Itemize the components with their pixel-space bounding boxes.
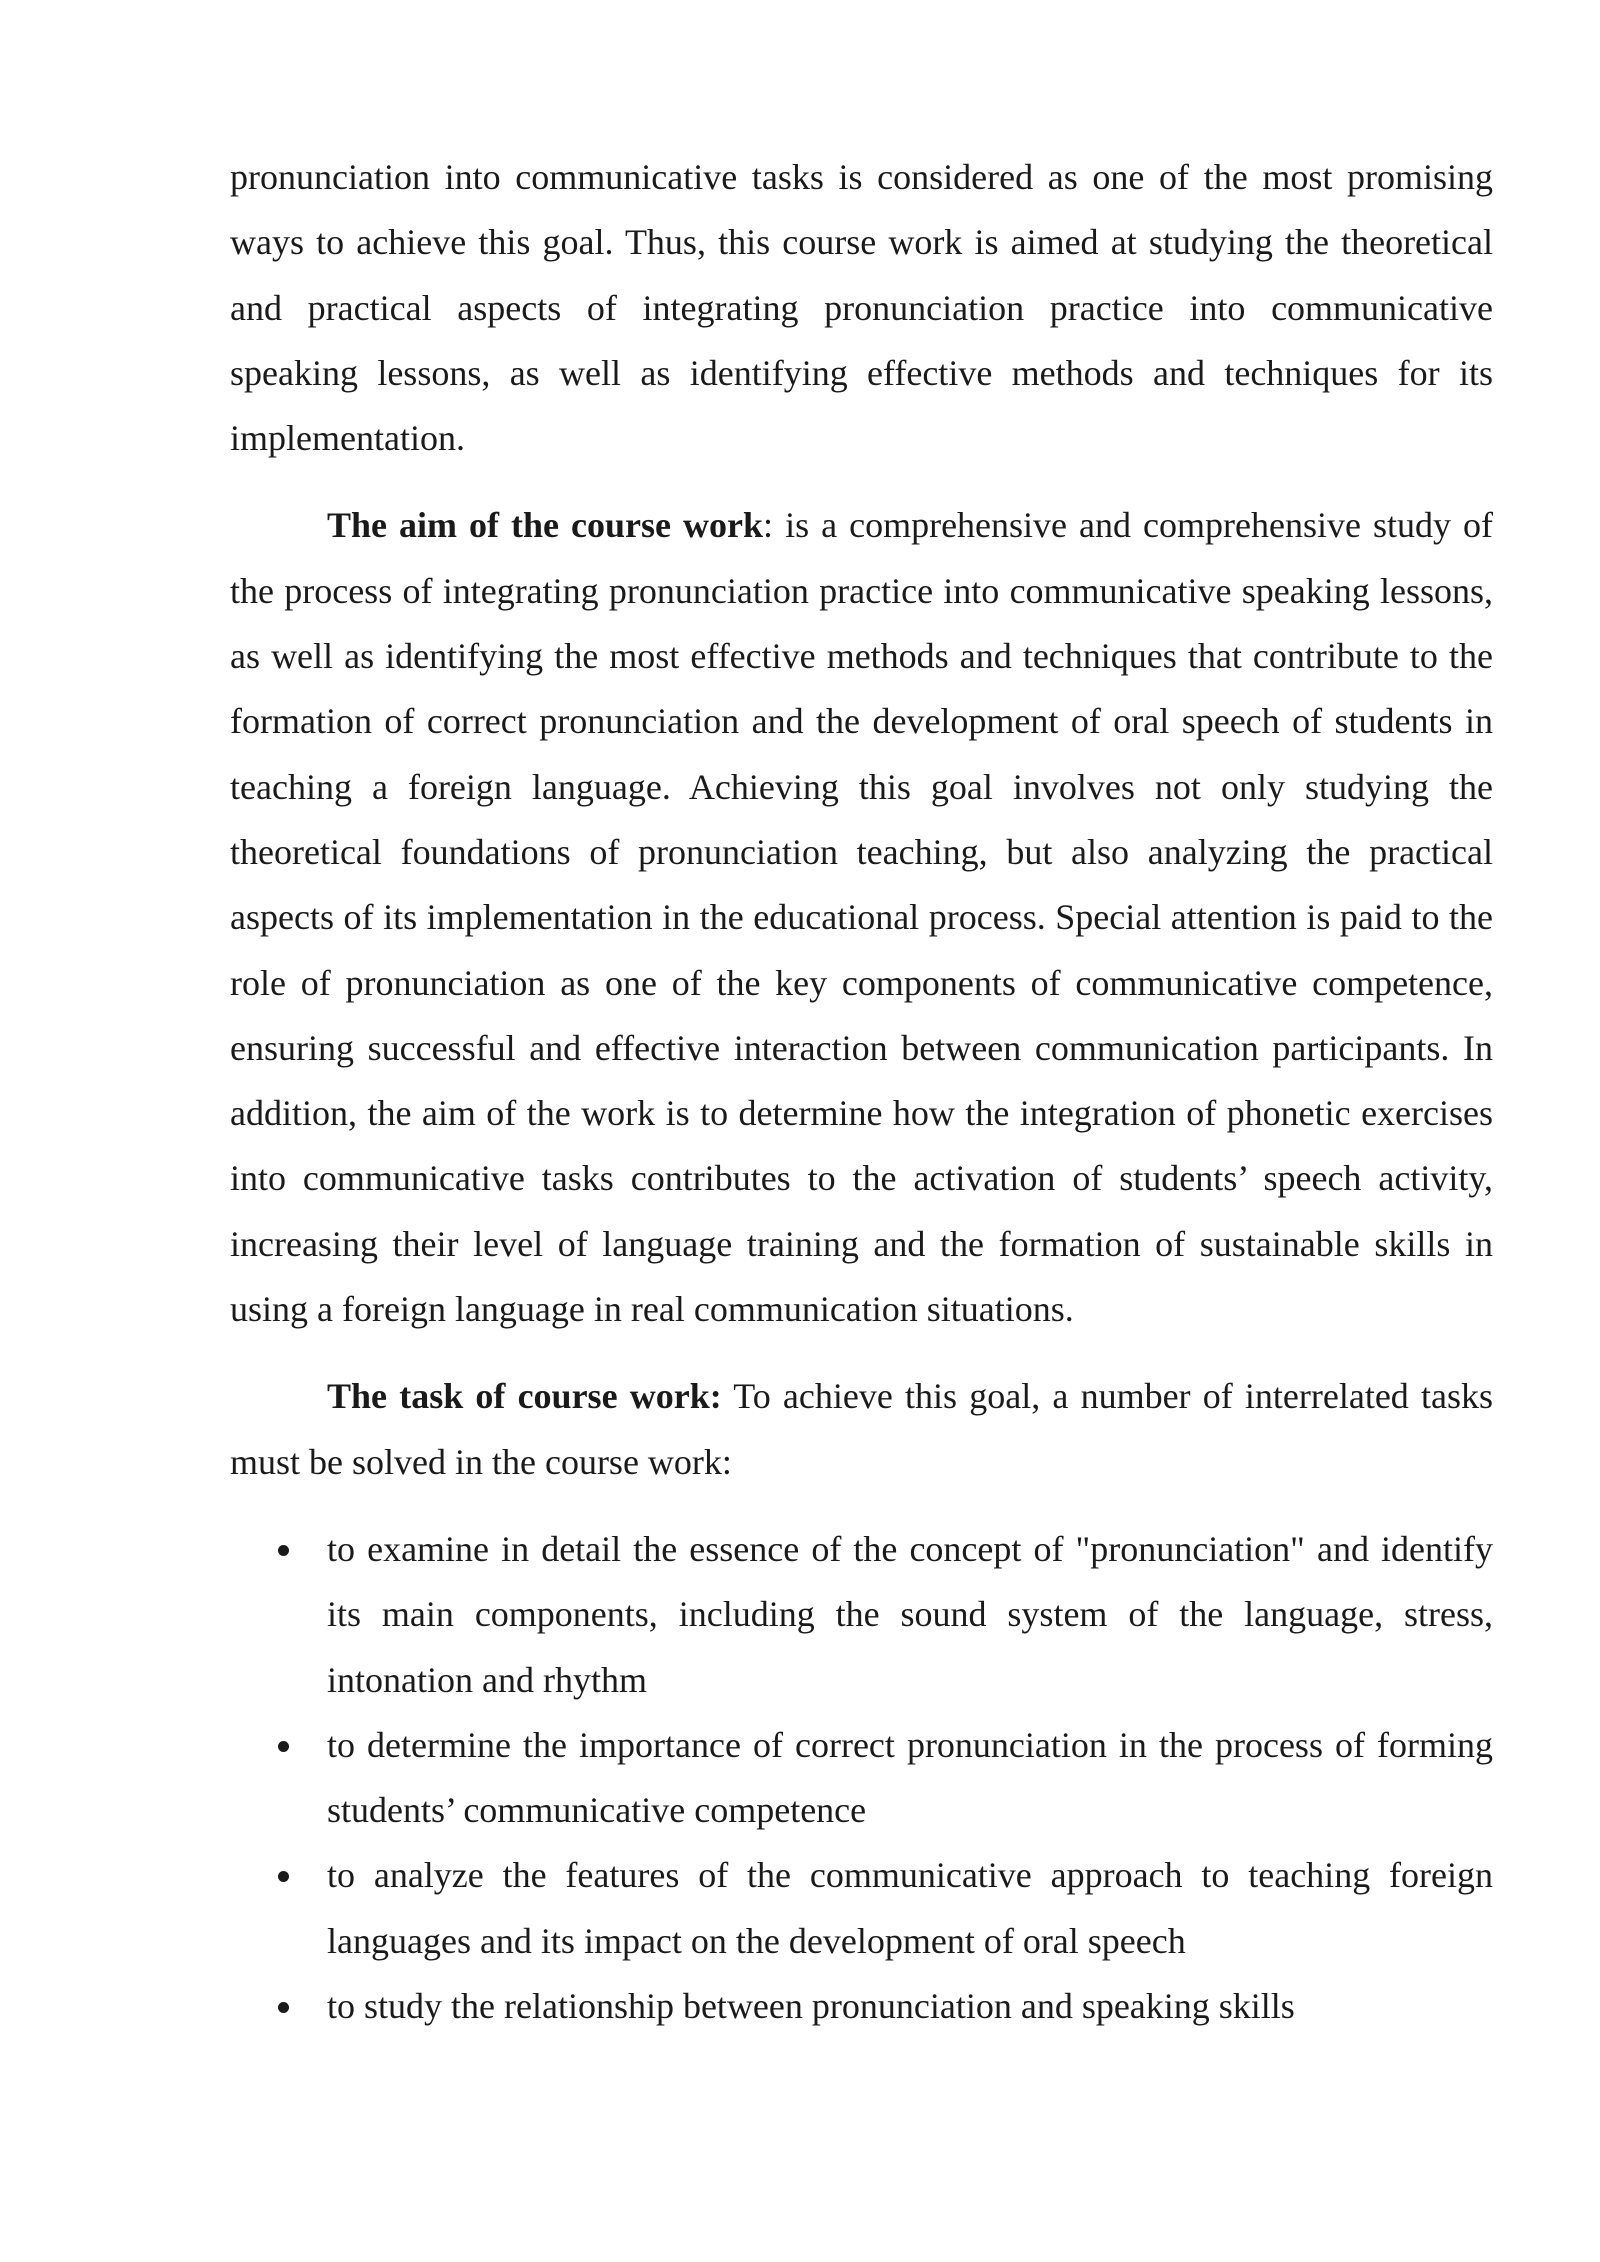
list-item — [230, 1517, 1493, 1713]
document-body — [230, 145, 1493, 2039]
list-item-text: to examine in detail the essence of the concept of "pronunciation" and identify its main components, including the sound system of the language, stress, intonation and rhythm — [327, 1528, 1493, 1700]
task-list — [230, 1517, 1493, 2039]
task-paragraph — [230, 1364, 1493, 1495]
intro-paragraph: pronunciation into communicative tasks is considered as one of the most promising ways to achieve this goal. Thus, this course work is aimed at studying the theoretical and practical aspects of integrating pronunciation practice into communicative speaking lessons, as well as identifying effective methods and techniques for its implementation. — [230, 157, 1493, 459]
list-item-text: to study the relationship between pronunciation and speaking skills — [327, 1986, 1295, 2027]
list-item-text: to analyze the features of the communicative approach to teaching foreign languages and its impact on the development of oral speech — [327, 1855, 1493, 1961]
bullet-icon — [278, 1741, 289, 1752]
aim-paragraph — [230, 493, 1493, 1342]
bullet-icon — [278, 1545, 289, 1556]
task-text: To achieve this goal, a number of interrelated tasks must be solved in the course work: — [230, 1376, 1493, 1482]
list-item — [230, 1843, 1493, 1974]
list-item — [230, 1713, 1493, 1844]
aim-text: : is a comprehensive and comprehensive study of the process of integrating pronunciation practice into communicative speaking lessons, as well as identifying the most effective methods and techniques that contribute to the formation of correct pronunciation and the development of oral speech of students in teaching a foreign language. Achieving this goal involves not only studying the theoretical foundations of pronunciation teaching, but also analyzing the practical aspects of its implementation in the educational process. Special attention is paid to the role of pronunciation as one of the key components of communicative competence, ensuring successful and effective interaction between communication participants. In addition, the aim of the work is to determine how the integration of phonetic exercises into communicative tasks contributes to the activation of students’ speech activity, increasing their level of language training and the formation of sustainable skills in using a foreign language in real communication situations. — [230, 505, 1493, 1330]
task-heading: The task of course work: — [327, 1376, 722, 1417]
list-item-text: to determine the importance of correct pronunciation in the process of forming students’ communicative competence — [327, 1724, 1493, 1831]
list-item — [230, 1974, 1493, 2039]
aim-heading: The aim of the course work — [327, 505, 764, 546]
bullet-icon — [278, 1871, 289, 1882]
bullet-icon — [278, 2002, 289, 2013]
